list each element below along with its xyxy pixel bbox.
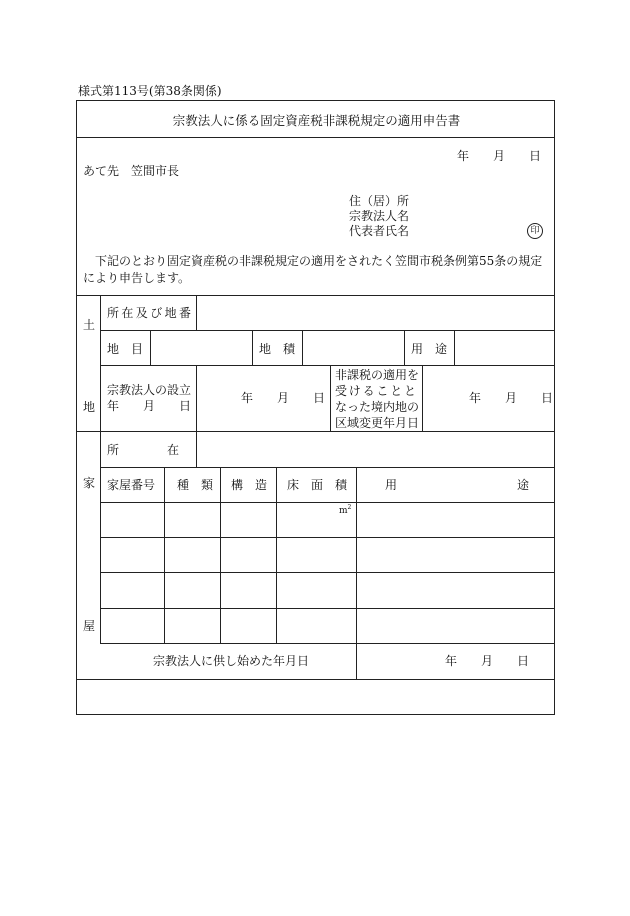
started-date[interactable]: 年 月 日: [445, 654, 530, 668]
land-side-label-1: 土: [83, 318, 96, 332]
grid-line: [100, 502, 554, 503]
house-side-label-2: 屋: [83, 619, 96, 633]
floor-area-unit: $m^2$: [339, 504, 352, 516]
date-month[interactable]: 月: [493, 149, 506, 163]
grid-line: [404, 330, 405, 365]
col-floor-area: 床 面 積: [287, 478, 348, 492]
changed-label-1: 非課税の適用を: [335, 368, 420, 382]
addressee: あて先 笠間市長: [83, 164, 180, 178]
established-label-2: 年 月 日: [107, 399, 192, 413]
grid-line: [220, 467, 221, 643]
started-label: 宗教法人に供し始めた年月日: [153, 654, 310, 668]
date-year[interactable]: 年: [457, 149, 470, 163]
table-row: [100, 537, 554, 538]
land-side-divider: [100, 295, 101, 431]
col-structure: 構 造: [231, 478, 268, 492]
grid-line: [100, 467, 554, 468]
application-form: [76, 100, 555, 715]
house-location-label: 所 在: [107, 443, 180, 457]
grid-line: [422, 365, 423, 431]
land-use-label: 用 途: [411, 342, 448, 356]
title-divider: [77, 137, 554, 138]
table-row: [100, 643, 554, 644]
col-type: 種 類: [177, 478, 214, 492]
grid-line: [150, 330, 151, 365]
established-label-1: 宗教法人の設立: [107, 383, 192, 397]
house-side-label-1: 家: [83, 476, 96, 490]
land-area-label: 地 積: [259, 342, 296, 356]
remarks-area[interactable]: [77, 680, 554, 714]
date-day[interactable]: 日: [529, 149, 542, 163]
table-row: [100, 608, 554, 609]
declaration-text: 下記のとおり固定資産税の非課税規定の適用をされたく笠間市税条例第55条の規定により申告します。: [83, 254, 543, 285]
table-row: [100, 572, 554, 573]
changed-date[interactable]: 年 月 日: [469, 391, 554, 405]
changed-label-4: 区域変更年月日: [335, 416, 420, 430]
land-category-label: 地 目: [107, 342, 144, 356]
grid-line: [276, 467, 277, 643]
grid-line: [196, 431, 197, 467]
grid-line: [196, 365, 197, 431]
changed-label-2: 受けることと: [335, 384, 418, 398]
address-label: 住（居）所: [349, 194, 410, 208]
established-date[interactable]: 年 月 日: [241, 391, 326, 405]
grid-line: [330, 365, 331, 431]
land-house-divider: [77, 431, 554, 432]
representative-name-label: 代表者氏名: [349, 224, 410, 238]
grid-line: [302, 330, 303, 365]
grid-line: [196, 295, 197, 330]
form-number-label: 様式第113号(第38条関係): [78, 84, 222, 98]
form-title: 宗教法人に係る固定資産税非課税規定の適用申告書: [172, 113, 461, 128]
col-house-number: 家屋番号: [107, 478, 156, 492]
grid-line: [252, 330, 253, 365]
corp-name-label: 宗教法人名: [349, 209, 410, 223]
col-use-1: 用: [385, 478, 398, 492]
grid-line: [454, 330, 455, 365]
header-divider: [77, 295, 554, 296]
grid-line: [164, 467, 165, 643]
grid-line: [100, 330, 554, 331]
grid-line: [356, 467, 357, 679]
land-location-label: 所在及び地番: [107, 306, 194, 320]
land-side-label-2: 地: [83, 400, 96, 414]
col-use-2: 途: [517, 478, 530, 492]
grid-line: [100, 365, 554, 366]
changed-label-3: なった境内地の: [335, 400, 420, 414]
seal-mark: 印: [527, 223, 543, 239]
